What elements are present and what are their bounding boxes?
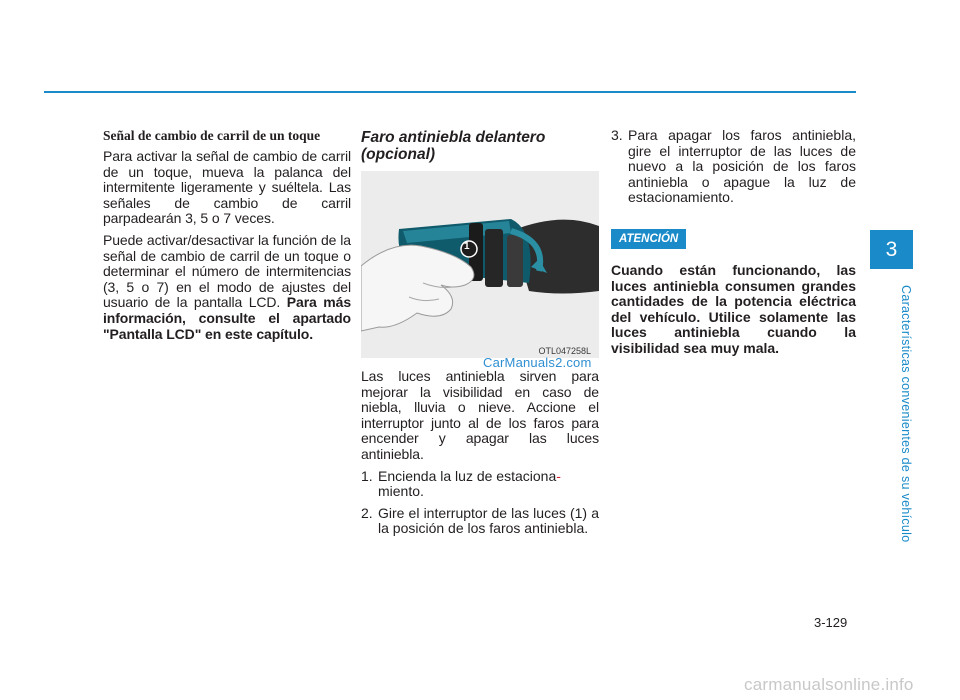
column-fog-light-off (611, 128, 856, 357)
figure-marker-1: 1 (464, 241, 470, 252)
column-front-fog-light (361, 128, 599, 543)
fog-light-switch-figure (361, 171, 599, 358)
step-text-continued: miento. (378, 483, 424, 500)
fog-step-1 (361, 469, 599, 500)
step-number: 3. (611, 127, 623, 143)
chapter-tab: 3 (870, 230, 913, 269)
attention-warning-text: Cuando están funcionando, las luces antiniebla consumen grandes cantidades de la potencia eléctrica del vehículo. Utilice solamente las luces antiniebla cuando la visibilidad sea muy mala. (611, 261, 856, 356)
lane-change-paragraph-2-bold: Para más información, consulte el apartado "Pantalla LCD" en este capítulo. (103, 294, 352, 342)
step-hyphen: - (556, 467, 561, 484)
lane-change-paragraph-2-text: Puede activar/desactivar la función de la señal de cambio de carril de un toque o determinar el número de intermitencias (3, 5 o 7) en el modo de ajustes del usuario de la pantalla LCD. (103, 231, 351, 311)
chapter-side-title: Características convenientes de su vehículo (899, 285, 913, 543)
fog-light-paragraph: Las luces antiniebla sirven para mejorar la visibilidad en caso de niebla, lluvia o nieve. Accione el interruptor junto al de los faros para encender y apagar las luces antiniebla. (361, 368, 599, 462)
lane-change-paragraph-2 (103, 233, 351, 342)
figure-code: OTL047258L (538, 346, 591, 356)
column-one-touch-lane-change (103, 128, 351, 348)
step-text: Para apagar los faros antiniebla, gire el interruptor de las luces de nuevo a la posición de los faros antiniebla o apague la luz de estacionamiento. (628, 127, 856, 206)
lane-change-paragraph-1: Para activar la señal de cambio de carril de un toque, mueva la palanca del intermitente ligeramente y suéltela. Las señales de cambio de carril parpadearán 3, 5 o 7 veces. (103, 148, 351, 227)
section-heading-fog-light: Faro antiniebla delantero (opcional) (361, 129, 546, 163)
hand-turning-stalk-illustration (361, 171, 599, 358)
fog-step-2 (361, 506, 599, 537)
fog-step-3 (611, 128, 856, 206)
attention-badge: ATENCIÓN (611, 229, 686, 249)
step-text: Encienda la luz de estaciona (378, 467, 557, 484)
site-watermark: CarManuals2.com (483, 355, 592, 370)
footer-watermark: carmanualsonline.info (744, 675, 914, 694)
step-text: Gire el interruptor de las luces (1) a la posición de los faros antiniebla. (378, 504, 599, 537)
page-number: 3-129 (814, 615, 848, 630)
section-heading-lane-change: Señal de cambio de carril de un toque (103, 128, 321, 143)
top-rule (44, 91, 856, 93)
step-number: 2. (361, 504, 373, 521)
step-number: 1. (361, 467, 373, 484)
